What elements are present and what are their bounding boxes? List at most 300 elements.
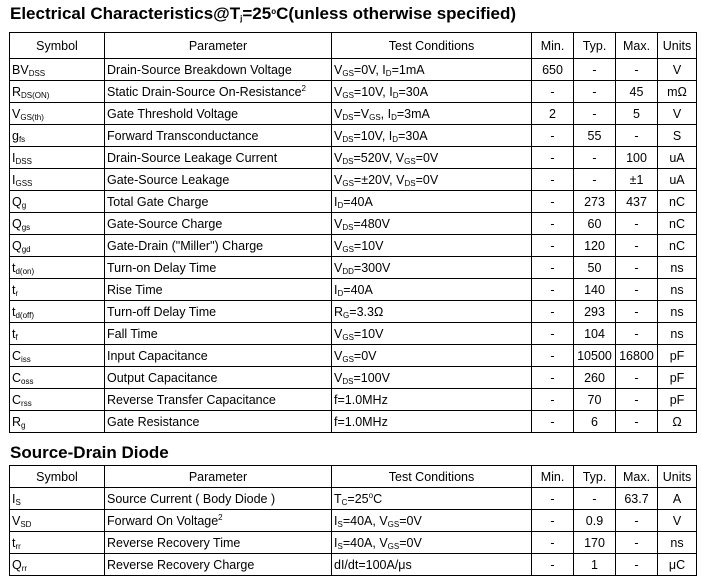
- typ-cell: 55: [574, 125, 616, 147]
- unit-cell: pF: [658, 345, 697, 367]
- condition-part: =0V: [399, 535, 422, 550]
- parameter-cell: [105, 103, 332, 125]
- section-title-source-drain: Source-Drain Diode: [10, 443, 169, 462]
- condition-part: =100V: [353, 370, 390, 385]
- symbol-text: R: [12, 84, 22, 99]
- symbol-text: t: [12, 535, 16, 550]
- symbol-subscript: rr: [15, 541, 21, 551]
- symbol-subscript: rss: [21, 398, 32, 408]
- typ-cell: 273: [574, 191, 616, 213]
- table-row: [10, 532, 697, 554]
- table-row: [10, 345, 697, 367]
- symbol-subscript: gs: [21, 222, 31, 232]
- conditions-cell: [332, 235, 532, 257]
- symbol-subscript: GS(th): [20, 112, 44, 122]
- symbol-subscript: fs: [18, 134, 26, 144]
- symbol-cell: [10, 59, 105, 81]
- condition-part: , I: [380, 106, 392, 121]
- symbol-subscript: g: [21, 200, 27, 210]
- unit-cell: ns: [658, 257, 697, 279]
- symbol-cell: [10, 510, 105, 532]
- condition-part: V: [334, 106, 343, 121]
- header-parameter: Parameter: [105, 33, 332, 59]
- typ-cell: 120: [574, 235, 616, 257]
- header-typ: Typ.: [574, 33, 616, 59]
- parameter-text: Static Drain-Source On-Resistance: [107, 84, 302, 99]
- typ-cell: 260: [574, 367, 616, 389]
- max-cell: 16800: [616, 345, 658, 367]
- condition-part: o: [368, 490, 374, 500]
- condition-part: =0V: [415, 150, 439, 165]
- conditions-cell: [332, 554, 532, 576]
- condition-part: f=1.0MHz: [334, 392, 388, 407]
- table-row: [10, 323, 697, 345]
- symbol-subscript: g: [21, 420, 26, 430]
- condition-part: f=1.0MHz: [334, 414, 388, 429]
- parameter-text: Forward Transconductance: [107, 128, 259, 143]
- symbol-subscript: oss: [21, 376, 34, 386]
- min-cell: -: [532, 367, 574, 389]
- max-cell: 45: [616, 81, 658, 103]
- parameter-text: Fall Time: [107, 326, 158, 341]
- condition-part: V: [334, 172, 343, 187]
- symbol-text: I: [12, 150, 16, 165]
- symbol-text: Q: [12, 194, 22, 209]
- source-drain-diode-table: [9, 465, 697, 576]
- symbol-subscript: DSS: [28, 68, 46, 78]
- typ-cell: -: [574, 488, 616, 510]
- parameter-text: Output Capacitance: [107, 370, 218, 385]
- table-row: [10, 103, 697, 125]
- condition-part: =10V, I: [353, 128, 393, 143]
- condition-part: =30A: [398, 84, 429, 99]
- condition-part: C: [373, 491, 383, 506]
- conditions-cell: [332, 532, 532, 554]
- condition-part: G: [343, 310, 350, 320]
- condition-part: =10V, I: [353, 84, 393, 99]
- min-cell: -: [532, 147, 574, 169]
- condition-part: =0V: [399, 513, 422, 528]
- condition-part: DS: [342, 156, 354, 166]
- unit-cell: S: [658, 125, 697, 147]
- condition-part: GS: [342, 244, 354, 254]
- symbol-cell: [10, 235, 105, 257]
- condition-part: C: [341, 497, 348, 507]
- condition-part: GS: [342, 68, 354, 78]
- symbol-subscript: SD: [20, 519, 32, 529]
- min-cell: 650: [532, 59, 574, 81]
- condition-part: DS: [342, 222, 354, 232]
- condition-part: =±20V, V: [353, 172, 405, 187]
- table-row: [10, 279, 697, 301]
- symbol-text: C: [12, 348, 22, 363]
- min-cell: -: [532, 510, 574, 532]
- parameter-cell: [105, 532, 332, 554]
- condition-part: =3.3Ω: [349, 304, 384, 319]
- conditions-cell: [332, 345, 532, 367]
- table-row: [10, 213, 697, 235]
- parameter-cell: [105, 488, 332, 510]
- unit-cell: ns: [658, 279, 697, 301]
- parameter-text: Forward On Voltage: [107, 513, 219, 528]
- parameter-text: Source Current ( Body Diode ): [107, 491, 276, 506]
- conditions-cell: [332, 411, 532, 433]
- min-cell: -: [532, 213, 574, 235]
- condition-part: =25: [347, 491, 369, 506]
- symbol-text: g: [12, 128, 19, 143]
- condition-part: =300V: [353, 260, 391, 275]
- conditions-cell: [332, 389, 532, 411]
- unit-cell: nC: [658, 213, 697, 235]
- parameter-cell: [105, 279, 332, 301]
- condition-part: =30A: [398, 128, 428, 143]
- typ-cell: 170: [574, 532, 616, 554]
- max-cell: -: [616, 554, 658, 576]
- condition-part: =520V, V: [353, 150, 405, 165]
- condition-part: GS: [387, 541, 400, 551]
- header-max: Max.: [616, 466, 658, 488]
- condition-part: dI/dt=100A/μs: [334, 557, 412, 572]
- condition-part: D: [392, 90, 399, 100]
- parameter-text: Input Capacitance: [107, 348, 208, 363]
- parameter-text: Reverse Transfer Capacitance: [107, 392, 276, 407]
- conditions-cell: [332, 279, 532, 301]
- typ-cell: -: [574, 169, 616, 191]
- parameter-cell: [105, 323, 332, 345]
- condition-part: V: [334, 370, 343, 385]
- unit-cell: ns: [658, 301, 697, 323]
- conditions-cell: [332, 510, 532, 532]
- condition-part: D: [391, 112, 397, 122]
- min-cell: 2: [532, 103, 574, 125]
- table-row: [10, 510, 697, 532]
- symbol-text: BV: [12, 62, 29, 77]
- unit-cell: mΩ: [658, 81, 697, 103]
- condition-part: =40A, V: [342, 513, 388, 528]
- typ-cell: 6: [574, 411, 616, 433]
- condition-part: =V: [353, 106, 370, 121]
- parameter-cell: [105, 81, 332, 103]
- header-parameter: Parameter: [105, 466, 332, 488]
- parameter-cell: [105, 411, 332, 433]
- condition-part: =1mA: [391, 62, 425, 77]
- parameter-text: Reverse Recovery Charge: [107, 557, 255, 572]
- footnote-ref: 2: [301, 83, 306, 93]
- symbol-cell: [10, 367, 105, 389]
- max-cell: -: [616, 213, 658, 235]
- parameter-text: Drain-Source Leakage Current: [107, 150, 278, 165]
- header-units: Units: [658, 33, 697, 59]
- typ-cell: 70: [574, 389, 616, 411]
- condition-part: DS: [342, 376, 354, 386]
- symbol-subscript: S: [15, 497, 21, 507]
- table-row: [10, 411, 697, 433]
- min-cell: -: [532, 191, 574, 213]
- condition-part: S: [337, 519, 343, 529]
- symbol-subscript: d(on): [15, 266, 35, 276]
- max-cell: ±1: [616, 169, 658, 191]
- max-cell: 5: [616, 103, 658, 125]
- min-cell: -: [532, 81, 574, 103]
- table-row: [10, 235, 697, 257]
- symbol-text: t: [12, 326, 16, 341]
- parameter-text: Gate Threshold Voltage: [107, 106, 239, 121]
- condition-part: V: [334, 216, 343, 231]
- table-row: [10, 367, 697, 389]
- parameter-cell: [105, 257, 332, 279]
- condition-part: D: [392, 134, 399, 144]
- symbol-cell: [10, 103, 105, 125]
- condition-part: DD: [342, 266, 354, 276]
- condition-part: GS: [404, 156, 416, 166]
- min-cell: -: [532, 488, 574, 510]
- min-cell: -: [532, 279, 574, 301]
- typ-cell: 50: [574, 257, 616, 279]
- symbol-text: Q: [12, 216, 22, 231]
- symbol-subscript: rr: [21, 563, 28, 573]
- condition-part: GS: [387, 519, 400, 529]
- table-row: [10, 59, 697, 81]
- condition-part: I: [334, 513, 338, 528]
- typ-cell: 1: [574, 554, 616, 576]
- symbol-cell: [10, 301, 105, 323]
- conditions-cell: [332, 81, 532, 103]
- symbol-cell: [10, 323, 105, 345]
- symbol-subscript: r: [15, 288, 19, 298]
- header-row: [10, 33, 697, 59]
- table-row: [10, 169, 697, 191]
- condition-part: =10V: [353, 238, 384, 253]
- parameter-cell: [105, 367, 332, 389]
- max-cell: -: [616, 510, 658, 532]
- condition-part: V: [334, 128, 343, 143]
- symbol-cell: [10, 389, 105, 411]
- condition-part: GS: [369, 112, 381, 122]
- min-cell: -: [532, 411, 574, 433]
- symbol-cell: [10, 125, 105, 147]
- max-cell: -: [616, 301, 658, 323]
- header-test-conditions: Test Conditions: [332, 33, 532, 59]
- max-cell: 437: [616, 191, 658, 213]
- condition-part: R: [334, 304, 344, 319]
- condition-part: S: [337, 541, 343, 551]
- conditions-cell: [332, 367, 532, 389]
- max-cell: -: [616, 389, 658, 411]
- condition-part: I: [334, 535, 338, 550]
- parameter-cell: [105, 345, 332, 367]
- symbol-cell: [10, 147, 105, 169]
- symbol-text: R: [12, 414, 22, 429]
- max-cell: -: [616, 532, 658, 554]
- symbol-text: C: [12, 392, 22, 407]
- header-units: Units: [658, 466, 697, 488]
- table-row: [10, 301, 697, 323]
- parameter-cell: [105, 147, 332, 169]
- conditions-cell: [332, 488, 532, 510]
- unit-cell: V: [658, 510, 697, 532]
- typ-cell: 10500: [574, 345, 616, 367]
- condition-part: =10V: [353, 326, 384, 341]
- min-cell: -: [532, 389, 574, 411]
- min-cell: -: [532, 345, 574, 367]
- typ-cell: 0.9: [574, 510, 616, 532]
- max-cell: -: [616, 257, 658, 279]
- symbol-cell: [10, 191, 105, 213]
- symbol-text: Q: [12, 238, 22, 253]
- min-cell: -: [532, 169, 574, 191]
- parameter-cell: [105, 191, 332, 213]
- symbol-text: Q: [12, 557, 22, 572]
- table-row: [10, 81, 697, 103]
- condition-part: V: [334, 326, 343, 341]
- condition-part: GS: [342, 332, 354, 342]
- min-cell: -: [532, 532, 574, 554]
- unit-cell: Ω: [658, 411, 697, 433]
- unit-cell: uA: [658, 169, 697, 191]
- min-cell: -: [532, 323, 574, 345]
- condition-part: GS: [342, 354, 354, 364]
- condition-part: =0V, I: [353, 62, 386, 77]
- condition-part: =40A: [343, 194, 373, 209]
- header-symbol: Symbol: [10, 466, 105, 488]
- symbol-cell: [10, 411, 105, 433]
- condition-part: =40A: [343, 282, 373, 297]
- unit-cell: ns: [658, 323, 697, 345]
- conditions-cell: [332, 59, 532, 81]
- symbol-cell: [10, 169, 105, 191]
- parameter-cell: [105, 169, 332, 191]
- parameter-text: Rise Time: [107, 282, 163, 297]
- table-row: [10, 125, 697, 147]
- symbol-subscript: d(off): [15, 310, 35, 320]
- table-row: [10, 488, 697, 510]
- symbol-cell: [10, 532, 105, 554]
- condition-part: =480V: [353, 216, 390, 231]
- max-cell: 100: [616, 147, 658, 169]
- table-row: [10, 257, 697, 279]
- min-cell: -: [532, 125, 574, 147]
- symbol-cell: [10, 257, 105, 279]
- symbol-text: I: [12, 172, 16, 187]
- table-row: [10, 554, 697, 576]
- condition-part: I: [334, 194, 338, 209]
- condition-part: DS: [342, 112, 354, 122]
- condition-part: D: [385, 68, 392, 78]
- unit-cell: nC: [658, 191, 697, 213]
- conditions-cell: [332, 213, 532, 235]
- condition-part: =0V: [415, 172, 439, 187]
- typ-cell: -: [574, 59, 616, 81]
- typ-cell: 293: [574, 301, 616, 323]
- condition-part: DS: [404, 178, 416, 188]
- conditions-cell: [332, 169, 532, 191]
- symbol-subscript: DS(ON): [21, 90, 50, 100]
- header-max: Max.: [616, 33, 658, 59]
- parameter-text: Gate Resistance: [107, 414, 200, 429]
- unit-cell: V: [658, 59, 697, 81]
- parameter-cell: [105, 235, 332, 257]
- min-cell: -: [532, 257, 574, 279]
- table-row: [10, 389, 697, 411]
- max-cell: -: [616, 279, 658, 301]
- parameter-text: Gate-Drain ("Miller") Charge: [107, 238, 264, 253]
- parameter-text: Turn-on Delay Time: [107, 260, 217, 275]
- max-cell: -: [616, 125, 658, 147]
- max-cell: 63.7: [616, 488, 658, 510]
- parameter-cell: [105, 510, 332, 532]
- parameter-text: Turn-off Delay Time: [107, 304, 217, 319]
- parameter-text: Reverse Recovery Time: [107, 535, 241, 550]
- condition-part: DS: [342, 134, 354, 144]
- conditions-cell: [332, 257, 532, 279]
- condition-part: V: [334, 84, 343, 99]
- electrical-characteristics-table: [9, 32, 697, 433]
- conditions-cell: [332, 147, 532, 169]
- parameter-text: Total Gate Charge: [107, 194, 209, 209]
- section-title-electrical: Electrical $Characteristics@T_j=25^oC(unless$ otherwise specified): [10, 4, 517, 23]
- symbol-text: V: [12, 513, 21, 528]
- conditions-cell: [332, 103, 532, 125]
- symbol-text: V: [12, 106, 21, 121]
- conditions-cell: [332, 301, 532, 323]
- symbol-subscript: f: [15, 332, 18, 342]
- condition-part: V: [334, 150, 343, 165]
- header-min: Min.: [532, 33, 574, 59]
- conditions-cell: [332, 323, 532, 345]
- symbol-text: t: [12, 304, 16, 319]
- typ-cell: -: [574, 103, 616, 125]
- max-cell: -: [616, 235, 658, 257]
- condition-part: =0V: [353, 348, 377, 363]
- unit-cell: pF: [658, 389, 697, 411]
- parameter-text: Gate-Source Leakage: [107, 172, 230, 187]
- symbol-subscript: GSS: [15, 178, 33, 188]
- typ-cell: -: [574, 81, 616, 103]
- symbol-cell: [10, 345, 105, 367]
- condition-part: I: [334, 282, 338, 297]
- symbol-subscript: iss: [21, 354, 31, 364]
- symbol-cell: [10, 488, 105, 510]
- unit-cell: uA: [658, 147, 697, 169]
- unit-cell: nC: [658, 235, 697, 257]
- unit-cell: A: [658, 488, 697, 510]
- condition-part: V: [334, 260, 343, 275]
- parameter-cell: [105, 213, 332, 235]
- symbol-cell: [10, 213, 105, 235]
- parameter-cell: [105, 301, 332, 323]
- typ-cell: 140: [574, 279, 616, 301]
- condition-part: V: [334, 238, 343, 253]
- min-cell: -: [532, 301, 574, 323]
- unit-cell: μC: [658, 554, 697, 576]
- condition-part: D: [337, 288, 344, 298]
- condition-part: GS: [342, 178, 354, 188]
- symbol-cell: [10, 81, 105, 103]
- condition-part: T: [334, 491, 342, 506]
- conditions-cell: [332, 191, 532, 213]
- symbol-cell: [10, 554, 105, 576]
- header-symbol: Symbol: [10, 33, 105, 59]
- conditions-cell: [332, 125, 532, 147]
- condition-part: GS: [342, 90, 354, 100]
- header-row: [10, 466, 697, 488]
- symbol-text: I: [12, 491, 16, 506]
- typ-cell: 104: [574, 323, 616, 345]
- unit-cell: V: [658, 103, 697, 125]
- footnote-ref: 2: [218, 512, 223, 522]
- table-row: [10, 147, 697, 169]
- condition-part: V: [334, 348, 343, 363]
